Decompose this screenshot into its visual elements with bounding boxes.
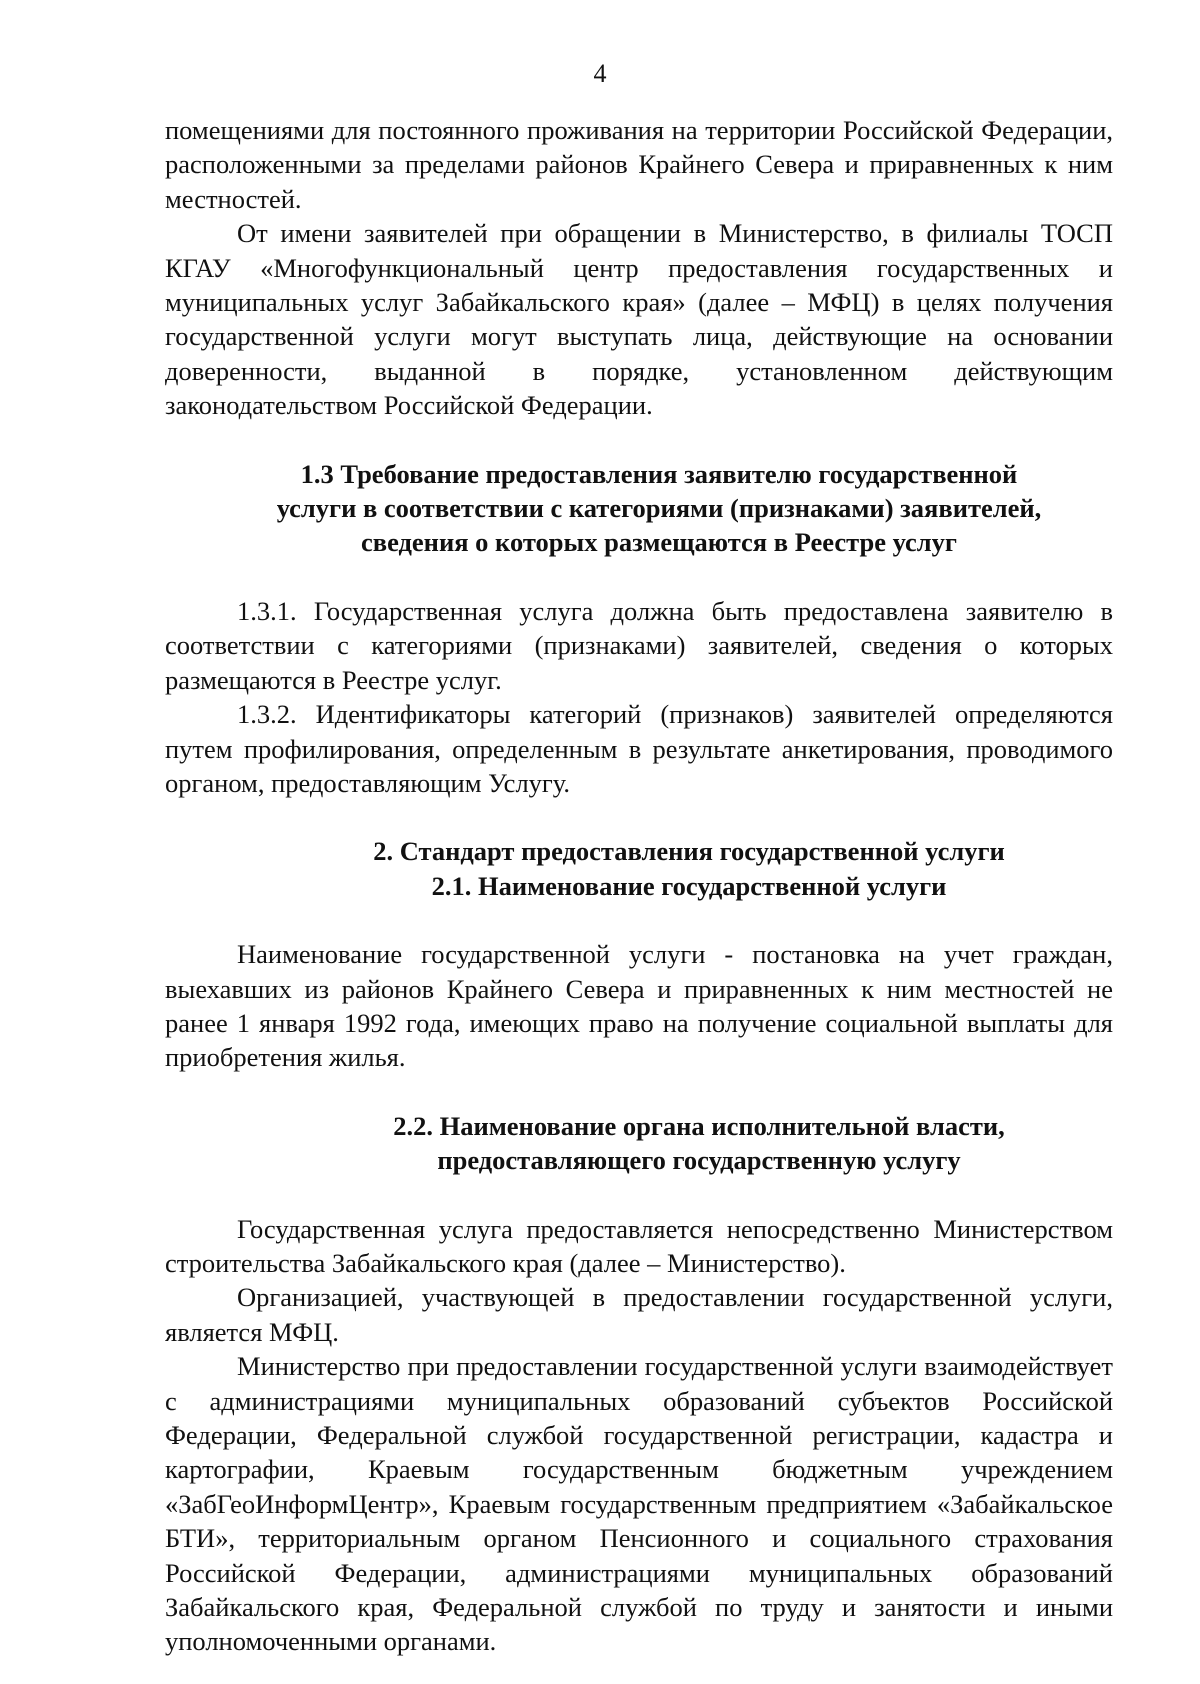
spacer: [165, 423, 1113, 457]
section-2-2-heading: [165, 1109, 1113, 1178]
section-2-1-title: 2.1. Наименование государственной услуги: [431, 870, 947, 901]
section-2-heading: [165, 834, 1113, 903]
section-1-3-1-paragraph: 1.3.1. Государственная услуга должна быть предоставлена заявителю в соответствии с категориями (признаками) заявителей, сведения о которых размещаются в Реестре услуг.: [165, 595, 1113, 695]
section-2-2-paragraph-organization: Организацией, участвующей в предоставлении государственной услуги, является МФЦ.: [165, 1282, 1113, 1347]
spacer: [165, 800, 1113, 834]
document-body: [165, 113, 1113, 1659]
section-2-2-paragraph-interaction: Министерство при предоставлении государственной услуги взаимодействует с администрациями муниципальных образований субъектов Российской Федерации, Федеральной службой государственной регистрации, кадастра и картографии, Краевым государственным бюджетным учреждением «ЗабГеоИнформЦентр», Краевым государственным предприятием «Забайкальское БТИ», территориальным органом Пенсионного и социального страхования Российской Федерации, администрациями муниципальных образований Забайкальского края, Федеральной службой по труду и занятости и иными уполномоченными органами.: [165, 1351, 1113, 1657]
spacer: [165, 1075, 1113, 1109]
section-1-3-heading: [165, 457, 1113, 560]
spacer: [165, 903, 1113, 937]
spacer: [165, 1178, 1113, 1212]
intro-paragraph-representatives: От имени заявителей при обращении в Министерство, в филиалы ТОСП КГАУ «Многофункциональный центр предоставления государственных и муниципальных услуг Забайкальского края» (далее – МФЦ) в целях получения государственной услуги могут выступать лица, действующие на основании доверенности, выданной в порядке, установленном действующим законодательством Российской Федерации.: [165, 218, 1113, 421]
section-2-1-paragraph: Наименование государственной услуги - постановка на учет граждан, выехавших из районов Крайнего Севера и приравненных к ним местностей не ранее 1 января 1992 года, имеющих право на получение социальной выплаты для приобретения жилья.: [165, 939, 1113, 1073]
section-1-3-heading-line: сведения о которых размещаются в Реестре услуг: [361, 527, 957, 558]
page-number: 4: [593, 59, 607, 88]
section-2-title: 2. Стандарт предоставления государственной услуги: [373, 836, 1005, 867]
section-2-2-heading-line: 2.2. Наименование органа исполнительной власти,: [393, 1110, 1005, 1141]
section-2-2-paragraph-provider: Государственная услуга предоставляется непосредственно Министерством строительства Забайкальского края (далее – Министерство).: [165, 1213, 1113, 1278]
intro-paragraph-continuation: помещениями для постоянного проживания на территории Российской Федерации, расположенными за пределами районов Крайнего Севера и приравненных к ним местностей.: [165, 115, 1113, 214]
section-1-3-heading-line: услуги в соответствии с категориями (признаками) заявителей,: [276, 493, 1042, 524]
section-1-3-heading-line: 1.3 Требование предоставления заявителю государственной: [300, 458, 1018, 489]
section-1-3-2-paragraph: 1.3.2. Идентификаторы категорий (признаков) заявителей определяются путем профилирования, определенным в результате анкетирования, проводимого органом, предоставляющим Услугу.: [165, 699, 1113, 798]
section-2-2-heading-line: предоставляющего государственную услугу: [437, 1145, 961, 1176]
spacer: [165, 560, 1113, 594]
